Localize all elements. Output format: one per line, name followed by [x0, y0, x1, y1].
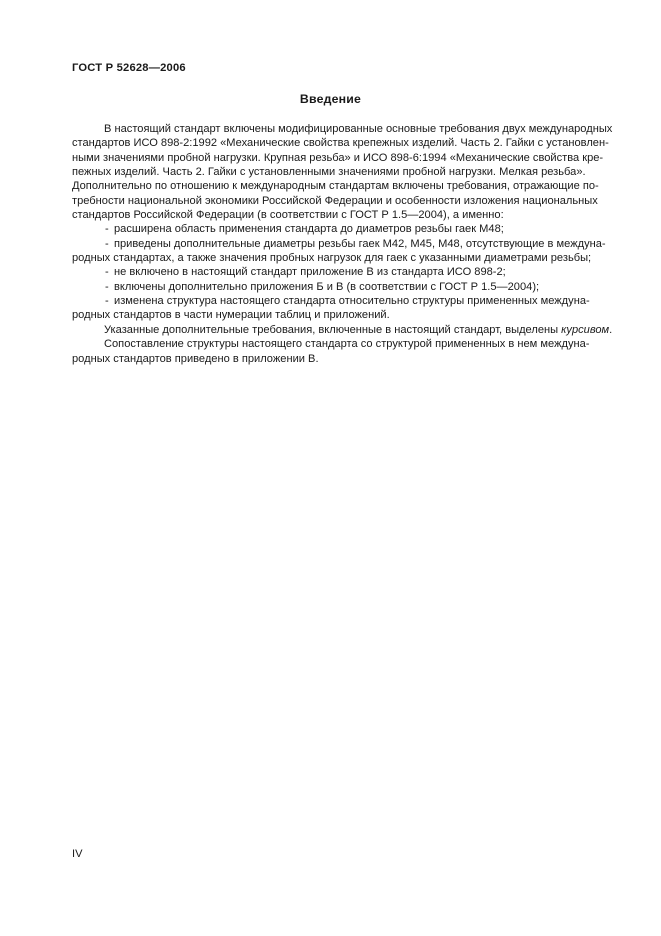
text-line [72, 265, 588, 279]
page-title: Введение [299, 92, 362, 106]
bullet-dash-icon: - [105, 266, 109, 279]
text-line: стандартов Российской Федерации (в соответствии с ГОСТ Р 1.5—2004), а именно: [72, 209, 504, 222]
paragraph-italic-note [72, 323, 613, 337]
bullet-dash-icon: - [105, 280, 109, 293]
list-item [72, 294, 588, 323]
list-item [72, 265, 588, 279]
list-item [72, 237, 606, 266]
text-line: родных стандартов в части нумерации таблиц и приложений. [72, 309, 390, 322]
text-line: стандартов ИСО 898-2:1992 «Механические свойства крепежных изделий. Часть 2. Гайки с установлен- [72, 137, 609, 150]
text-line [72, 294, 588, 308]
text-line [72, 280, 588, 294]
text-line: Сопоставление структуры настоящего стандарта со структурой примененных в нем междуна- [104, 338, 590, 351]
page-number: IV [72, 848, 83, 860]
bullet-dash-icon: - [105, 223, 109, 236]
text-line: родных стандартов приведено в приложении В. [72, 352, 319, 365]
body-text [72, 122, 613, 366]
text-line: Дополнительно по отношению к международным стандартам включены требования, отражающие по- [72, 180, 599, 193]
text-line [72, 323, 613, 337]
note-text-after: . [609, 323, 613, 336]
text-line: ными значениями пробной нагрузки. Крупная резьба» и ИСО 898-6:1994 «Механические свойства кре- [72, 151, 604, 164]
running-header: ГОСТ Р 52628—2006 [72, 62, 186, 74]
text-line: требности национальной экономики Российской Федерации и особенности изложения национальных [72, 194, 598, 207]
text-line [72, 237, 606, 251]
list-item [72, 280, 588, 294]
note-text-before: Указанные дополнительные требования, включенные в настоящий стандарт, выделены [104, 323, 562, 336]
bullet-text: включены дополнительно приложения Б и В (в соответствии с ГОСТ Р 1.5—2004); [114, 280, 540, 293]
text-line [72, 222, 588, 236]
text-line: пежных изделий. Часть 2. Гайки с установленными значениями пробной нагрузки. Мелкая резьба». [72, 166, 586, 179]
text-line: В настоящий стандарт включены модифицированные основные требования двух международных [104, 123, 613, 135]
bullet-dash-icon: - [105, 295, 109, 308]
bullet-text: расширена область применения стандарта до диаметров резьбы гаек М48; [114, 223, 504, 236]
bullet-text: не включено в настоящий стандарт приложение В из стандарта ИСО 898-2; [114, 266, 506, 279]
paragraph-introduction [72, 122, 613, 222]
bullet-text: приведены дополнительные диаметры резьбы гаек М42, М45, М48, отсутствующие в междуна- [114, 237, 606, 250]
note-italic-word: курсивом [561, 323, 610, 336]
paragraph-comparison [72, 337, 588, 366]
list-item [72, 222, 588, 236]
bullet-text: изменена структура настоящего стандарта относительно структуры примененных междуна- [114, 295, 590, 308]
text-line: родных стандартах, а также значения пробных нагрузок для гаек с указанными диаметрами резьбы; [72, 252, 592, 265]
bullet-dash-icon: - [105, 237, 109, 250]
